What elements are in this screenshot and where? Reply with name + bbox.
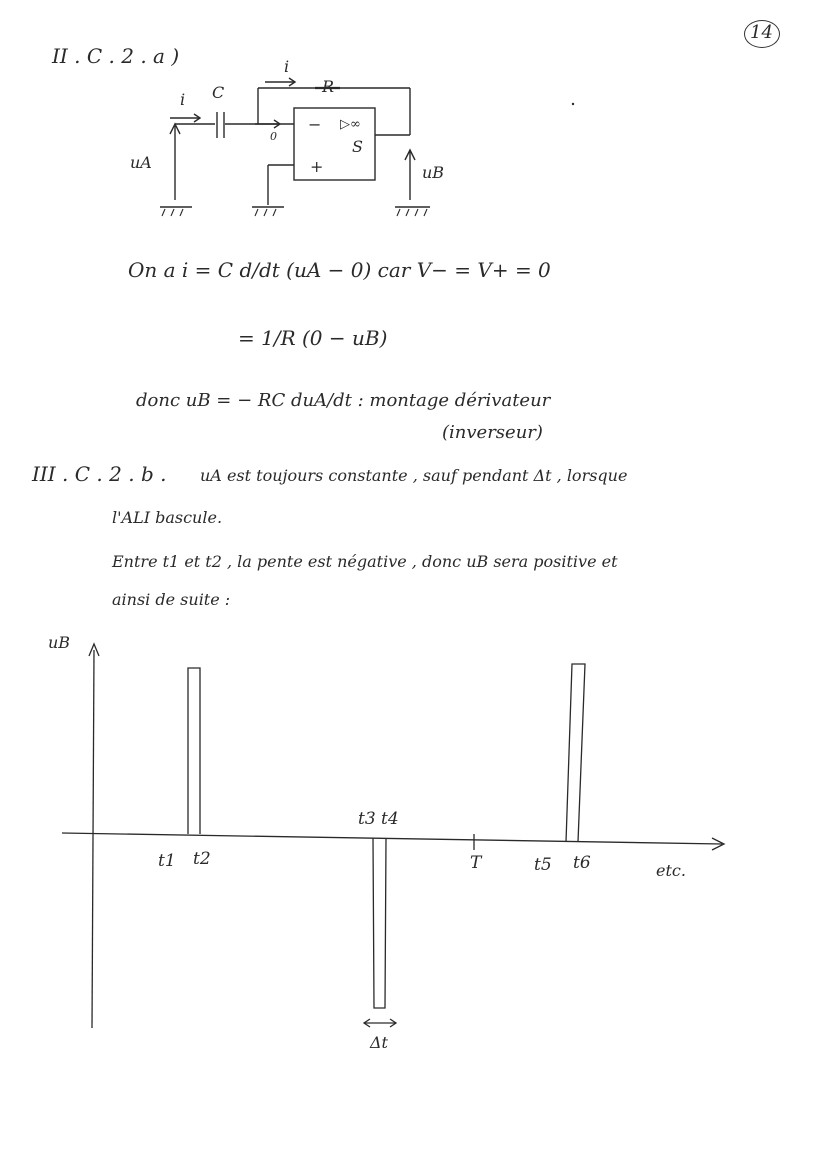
- y-axis-label: uB: [48, 633, 71, 652]
- label-T: T: [470, 853, 482, 873]
- section-b-line-1: uA est toujours constante , sauf pendant Δt , lorsque: [200, 466, 628, 485]
- page-number: 14: [750, 22, 773, 43]
- pulse-graph: [0, 620, 816, 1060]
- section-b-line-4: ainsi de suite :: [112, 590, 231, 609]
- pulse-positive-2: [566, 664, 585, 842]
- label-t1: t1: [158, 851, 176, 871]
- label-t5: t5: [534, 855, 552, 875]
- label-S: S: [352, 137, 363, 156]
- equation-3: donc uB = − RC duA/dt : montage dérivateur: [136, 390, 551, 411]
- label-etc: etc.: [656, 861, 686, 880]
- label-uA: uA: [130, 153, 152, 172]
- label-amp: ▷∞: [340, 117, 361, 132]
- section-b-heading: III . C . 2 . b .: [32, 462, 167, 486]
- circuit-diagram: [0, 0, 816, 240]
- label-dt: Δt: [370, 1033, 388, 1052]
- label-t3-t4: t3 t4: [358, 809, 399, 829]
- label-minus: −: [308, 115, 322, 134]
- label-t2: t2: [193, 849, 211, 869]
- section-a-heading: II . C . 2 . a ): [52, 44, 180, 68]
- label-t6: t6: [573, 853, 591, 873]
- label-plus: +: [310, 157, 324, 176]
- equation-1: On a i = C d/dt (uA − 0) car V− = V+ = 0: [128, 258, 551, 282]
- stray-dot: [572, 103, 574, 105]
- y-axis: [92, 650, 94, 1028]
- label-uB: uB: [422, 163, 445, 182]
- label-C: C: [212, 83, 225, 102]
- pulse-positive-1: [188, 668, 200, 834]
- label-zero: 0: [270, 130, 277, 143]
- equation-3-inverseur: (inverseur): [442, 422, 543, 443]
- label-R: R: [322, 77, 335, 96]
- section-b-line-2: l'ALI bascule.: [112, 508, 223, 527]
- label-i-top: i: [284, 57, 290, 76]
- equation-2: = 1/R (0 − uB): [238, 326, 388, 350]
- pulse-negative: [373, 838, 386, 1008]
- section-b-line-3: Entre t1 et t2 , la pente est négative , donc uB sera positive et: [112, 552, 618, 571]
- x-axis: [62, 833, 722, 844]
- label-i-left: i: [180, 90, 186, 109]
